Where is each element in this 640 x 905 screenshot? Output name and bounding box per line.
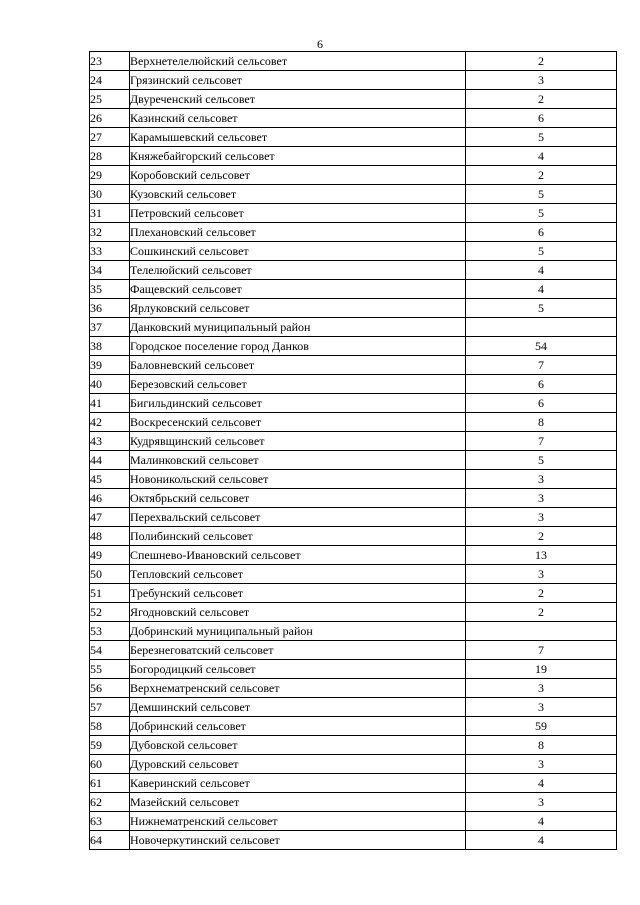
settlement-name-cell: Казинский сельсовет: [130, 109, 466, 128]
settlement-name-cell: Малинковский сельсовет: [130, 451, 466, 470]
value-cell: 6: [466, 223, 617, 242]
settlement-name-cell: Воскресенский сельсовет: [130, 413, 466, 432]
value-cell: 4: [466, 261, 617, 280]
table-row: [90, 147, 617, 166]
value-cell: 3: [466, 679, 617, 698]
settlement-name-cell: Городское поселение город Данков: [130, 337, 466, 356]
table-row: [90, 565, 617, 584]
table-row: [90, 52, 617, 71]
table-row: [90, 736, 617, 755]
row-number-cell: 39: [90, 356, 130, 375]
row-number-cell: 49: [90, 546, 130, 565]
table-row: [90, 679, 617, 698]
settlement-name-cell: Ярлуковский сельсовет: [130, 299, 466, 318]
value-cell: [466, 318, 617, 337]
settlement-name-cell: Дуровский сельсовет: [130, 755, 466, 774]
settlement-name-cell: Княжебайгорский сельсовет: [130, 147, 466, 166]
value-cell: 2: [466, 527, 617, 546]
settlement-name-cell: Ягодновский сельсовет: [130, 603, 466, 622]
value-cell: 2: [466, 52, 617, 71]
settlement-name-cell: Баловневский сельсовет: [130, 356, 466, 375]
table-row: [90, 185, 617, 204]
settlement-name-cell: Спешнево-Ивановский сельсовет: [130, 546, 466, 565]
table-row: [90, 603, 617, 622]
settlement-name-cell: Сошкинский сельсовет: [130, 242, 466, 261]
table-row: [90, 242, 617, 261]
value-cell: 7: [466, 641, 617, 660]
value-cell: 3: [466, 470, 617, 489]
row-number-cell: 23: [90, 52, 130, 71]
table-row: [90, 831, 617, 850]
settlement-name-cell: Верхнематренский сельсовет: [130, 679, 466, 698]
settlement-name-cell: Верхнетелелюйский сельсовет: [130, 52, 466, 71]
row-number-cell: 48: [90, 527, 130, 546]
settlement-name-cell: Коробовский сельсовет: [130, 166, 466, 185]
table-row: [90, 166, 617, 185]
row-number-cell: 30: [90, 185, 130, 204]
value-cell: 3: [466, 565, 617, 584]
table-body: [90, 52, 617, 850]
table-row: [90, 280, 617, 299]
value-cell: 6: [466, 375, 617, 394]
row-number-cell: 35: [90, 280, 130, 299]
settlement-name-cell: Демшинский сельсовет: [130, 698, 466, 717]
row-number-cell: 55: [90, 660, 130, 679]
row-number-cell: 26: [90, 109, 130, 128]
row-number-cell: 57: [90, 698, 130, 717]
settlements-table: [89, 51, 617, 850]
table-row: [90, 793, 617, 812]
settlement-name-cell: Фащевский сельсовет: [130, 280, 466, 299]
value-cell: 4: [466, 831, 617, 850]
value-cell: 2: [466, 166, 617, 185]
table-row: [90, 546, 617, 565]
table-row: [90, 261, 617, 280]
settlement-name-cell: Березовский сельсовет: [130, 375, 466, 394]
table-row: [90, 641, 617, 660]
value-cell: 5: [466, 128, 617, 147]
settlement-name-cell: Березнеговатский сельсовет: [130, 641, 466, 660]
row-number-cell: 34: [90, 261, 130, 280]
table-row: [90, 299, 617, 318]
row-number-cell: 54: [90, 641, 130, 660]
value-cell: 2: [466, 603, 617, 622]
value-cell: 8: [466, 413, 617, 432]
value-cell: 4: [466, 774, 617, 793]
row-number-cell: 24: [90, 71, 130, 90]
settlement-name-cell: Нижнематренский сельсовет: [130, 812, 466, 831]
table-row: [90, 375, 617, 394]
value-cell: 3: [466, 698, 617, 717]
settlement-name-cell: Кудрявщинский сельсовет: [130, 432, 466, 451]
value-cell: 2: [466, 584, 617, 603]
row-number-cell: 44: [90, 451, 130, 470]
table-row: [90, 812, 617, 831]
settlement-name-cell: Двуреченский сельсовет: [130, 90, 466, 109]
settlement-name-cell: Тепловский сельсовет: [130, 565, 466, 584]
table-row: [90, 470, 617, 489]
settlement-name-cell: Требунский сельсовет: [130, 584, 466, 603]
table-row: [90, 90, 617, 109]
table-row: [90, 394, 617, 413]
table-row: [90, 660, 617, 679]
row-number-cell: 40: [90, 375, 130, 394]
table-row: [90, 755, 617, 774]
settlement-name-cell: Мазейский сельсовет: [130, 793, 466, 812]
row-number-cell: 63: [90, 812, 130, 831]
row-number-cell: 45: [90, 470, 130, 489]
table-row: [90, 698, 617, 717]
table-row: [90, 109, 617, 128]
table-row: [90, 432, 617, 451]
value-cell: 7: [466, 432, 617, 451]
value-cell: 3: [466, 508, 617, 527]
table-row: [90, 337, 617, 356]
table-row: [90, 204, 617, 223]
table-row: [90, 584, 617, 603]
settlement-name-cell: Новоникольский сельсовет: [130, 470, 466, 489]
value-cell: 6: [466, 109, 617, 128]
settlement-name-cell: Добринский муниципальный район: [130, 622, 466, 641]
value-cell: 59: [466, 717, 617, 736]
settlement-name-cell: Плехановский сельсовет: [130, 223, 466, 242]
row-number-cell: 62: [90, 793, 130, 812]
settlement-name-cell: Октябрьский сельсовет: [130, 489, 466, 508]
table-row: [90, 356, 617, 375]
settlement-name-cell: Бигильдинский сельсовет: [130, 394, 466, 413]
value-cell: 4: [466, 147, 617, 166]
table-row: [90, 413, 617, 432]
row-number-cell: 61: [90, 774, 130, 793]
row-number-cell: 64: [90, 831, 130, 850]
row-number-cell: 27: [90, 128, 130, 147]
row-number-cell: 37: [90, 318, 130, 337]
table-row: [90, 717, 617, 736]
value-cell: 5: [466, 204, 617, 223]
settlement-name-cell: Кузовский сельсовет: [130, 185, 466, 204]
value-cell: 19: [466, 660, 617, 679]
row-number-cell: 60: [90, 755, 130, 774]
value-cell: 4: [466, 812, 617, 831]
value-cell: 8: [466, 736, 617, 755]
row-number-cell: 32: [90, 223, 130, 242]
value-cell: 2: [466, 90, 617, 109]
row-number-cell: 43: [90, 432, 130, 451]
row-number-cell: 50: [90, 565, 130, 584]
value-cell: 54: [466, 337, 617, 356]
settlement-name-cell: Каверинский сельсовет: [130, 774, 466, 793]
row-number-cell: 36: [90, 299, 130, 318]
value-cell: 6: [466, 394, 617, 413]
page-number: 6: [317, 37, 323, 51]
value-cell: [466, 622, 617, 641]
row-number-cell: 41: [90, 394, 130, 413]
settlement-name-cell: Грязинский сельсовет: [130, 71, 466, 90]
value-cell: 3: [466, 793, 617, 812]
settlement-name-cell: Добринский сельсовет: [130, 717, 466, 736]
value-cell: 3: [466, 489, 617, 508]
value-cell: 5: [466, 299, 617, 318]
settlement-name-cell: Телелюйский сельсовет: [130, 261, 466, 280]
row-number-cell: 31: [90, 204, 130, 223]
row-number-cell: 33: [90, 242, 130, 261]
row-number-cell: 59: [90, 736, 130, 755]
settlement-name-cell: Полибинский сельсовет: [130, 527, 466, 546]
value-cell: 3: [466, 71, 617, 90]
row-number-cell: 29: [90, 166, 130, 185]
row-number-cell: 53: [90, 622, 130, 641]
settlement-name-cell: Данковский муниципальный район: [130, 318, 466, 337]
value-cell: 4: [466, 280, 617, 299]
row-number-cell: 56: [90, 679, 130, 698]
settlement-name-cell: Богородицкий сельсовет: [130, 660, 466, 679]
table-row: [90, 318, 617, 337]
row-number-cell: 51: [90, 584, 130, 603]
table-row: [90, 451, 617, 470]
settlement-name-cell: Перехвальский сельсовет: [130, 508, 466, 527]
settlement-name-cell: Карамышевский сельсовет: [130, 128, 466, 147]
table-row: [90, 223, 617, 242]
row-number-cell: 38: [90, 337, 130, 356]
value-cell: 5: [466, 451, 617, 470]
table-row: [90, 508, 617, 527]
table-row: [90, 71, 617, 90]
value-cell: 3: [466, 755, 617, 774]
settlement-name-cell: Дубовской сельсовет: [130, 736, 466, 755]
table-row: [90, 128, 617, 147]
row-number-cell: 42: [90, 413, 130, 432]
table-row: [90, 489, 617, 508]
row-number-cell: 52: [90, 603, 130, 622]
table-row: [90, 774, 617, 793]
value-cell: 5: [466, 185, 617, 204]
row-number-cell: 58: [90, 717, 130, 736]
row-number-cell: 46: [90, 489, 130, 508]
settlement-name-cell: Новочеркутинский сельсовет: [130, 831, 466, 850]
table-row: [90, 622, 617, 641]
value-cell: 5: [466, 242, 617, 261]
row-number-cell: 47: [90, 508, 130, 527]
value-cell: 7: [466, 356, 617, 375]
row-number-cell: 28: [90, 147, 130, 166]
table-row: [90, 527, 617, 546]
settlement-name-cell: Петровский сельсовет: [130, 204, 466, 223]
value-cell: 13: [466, 546, 617, 565]
row-number-cell: 25: [90, 90, 130, 109]
